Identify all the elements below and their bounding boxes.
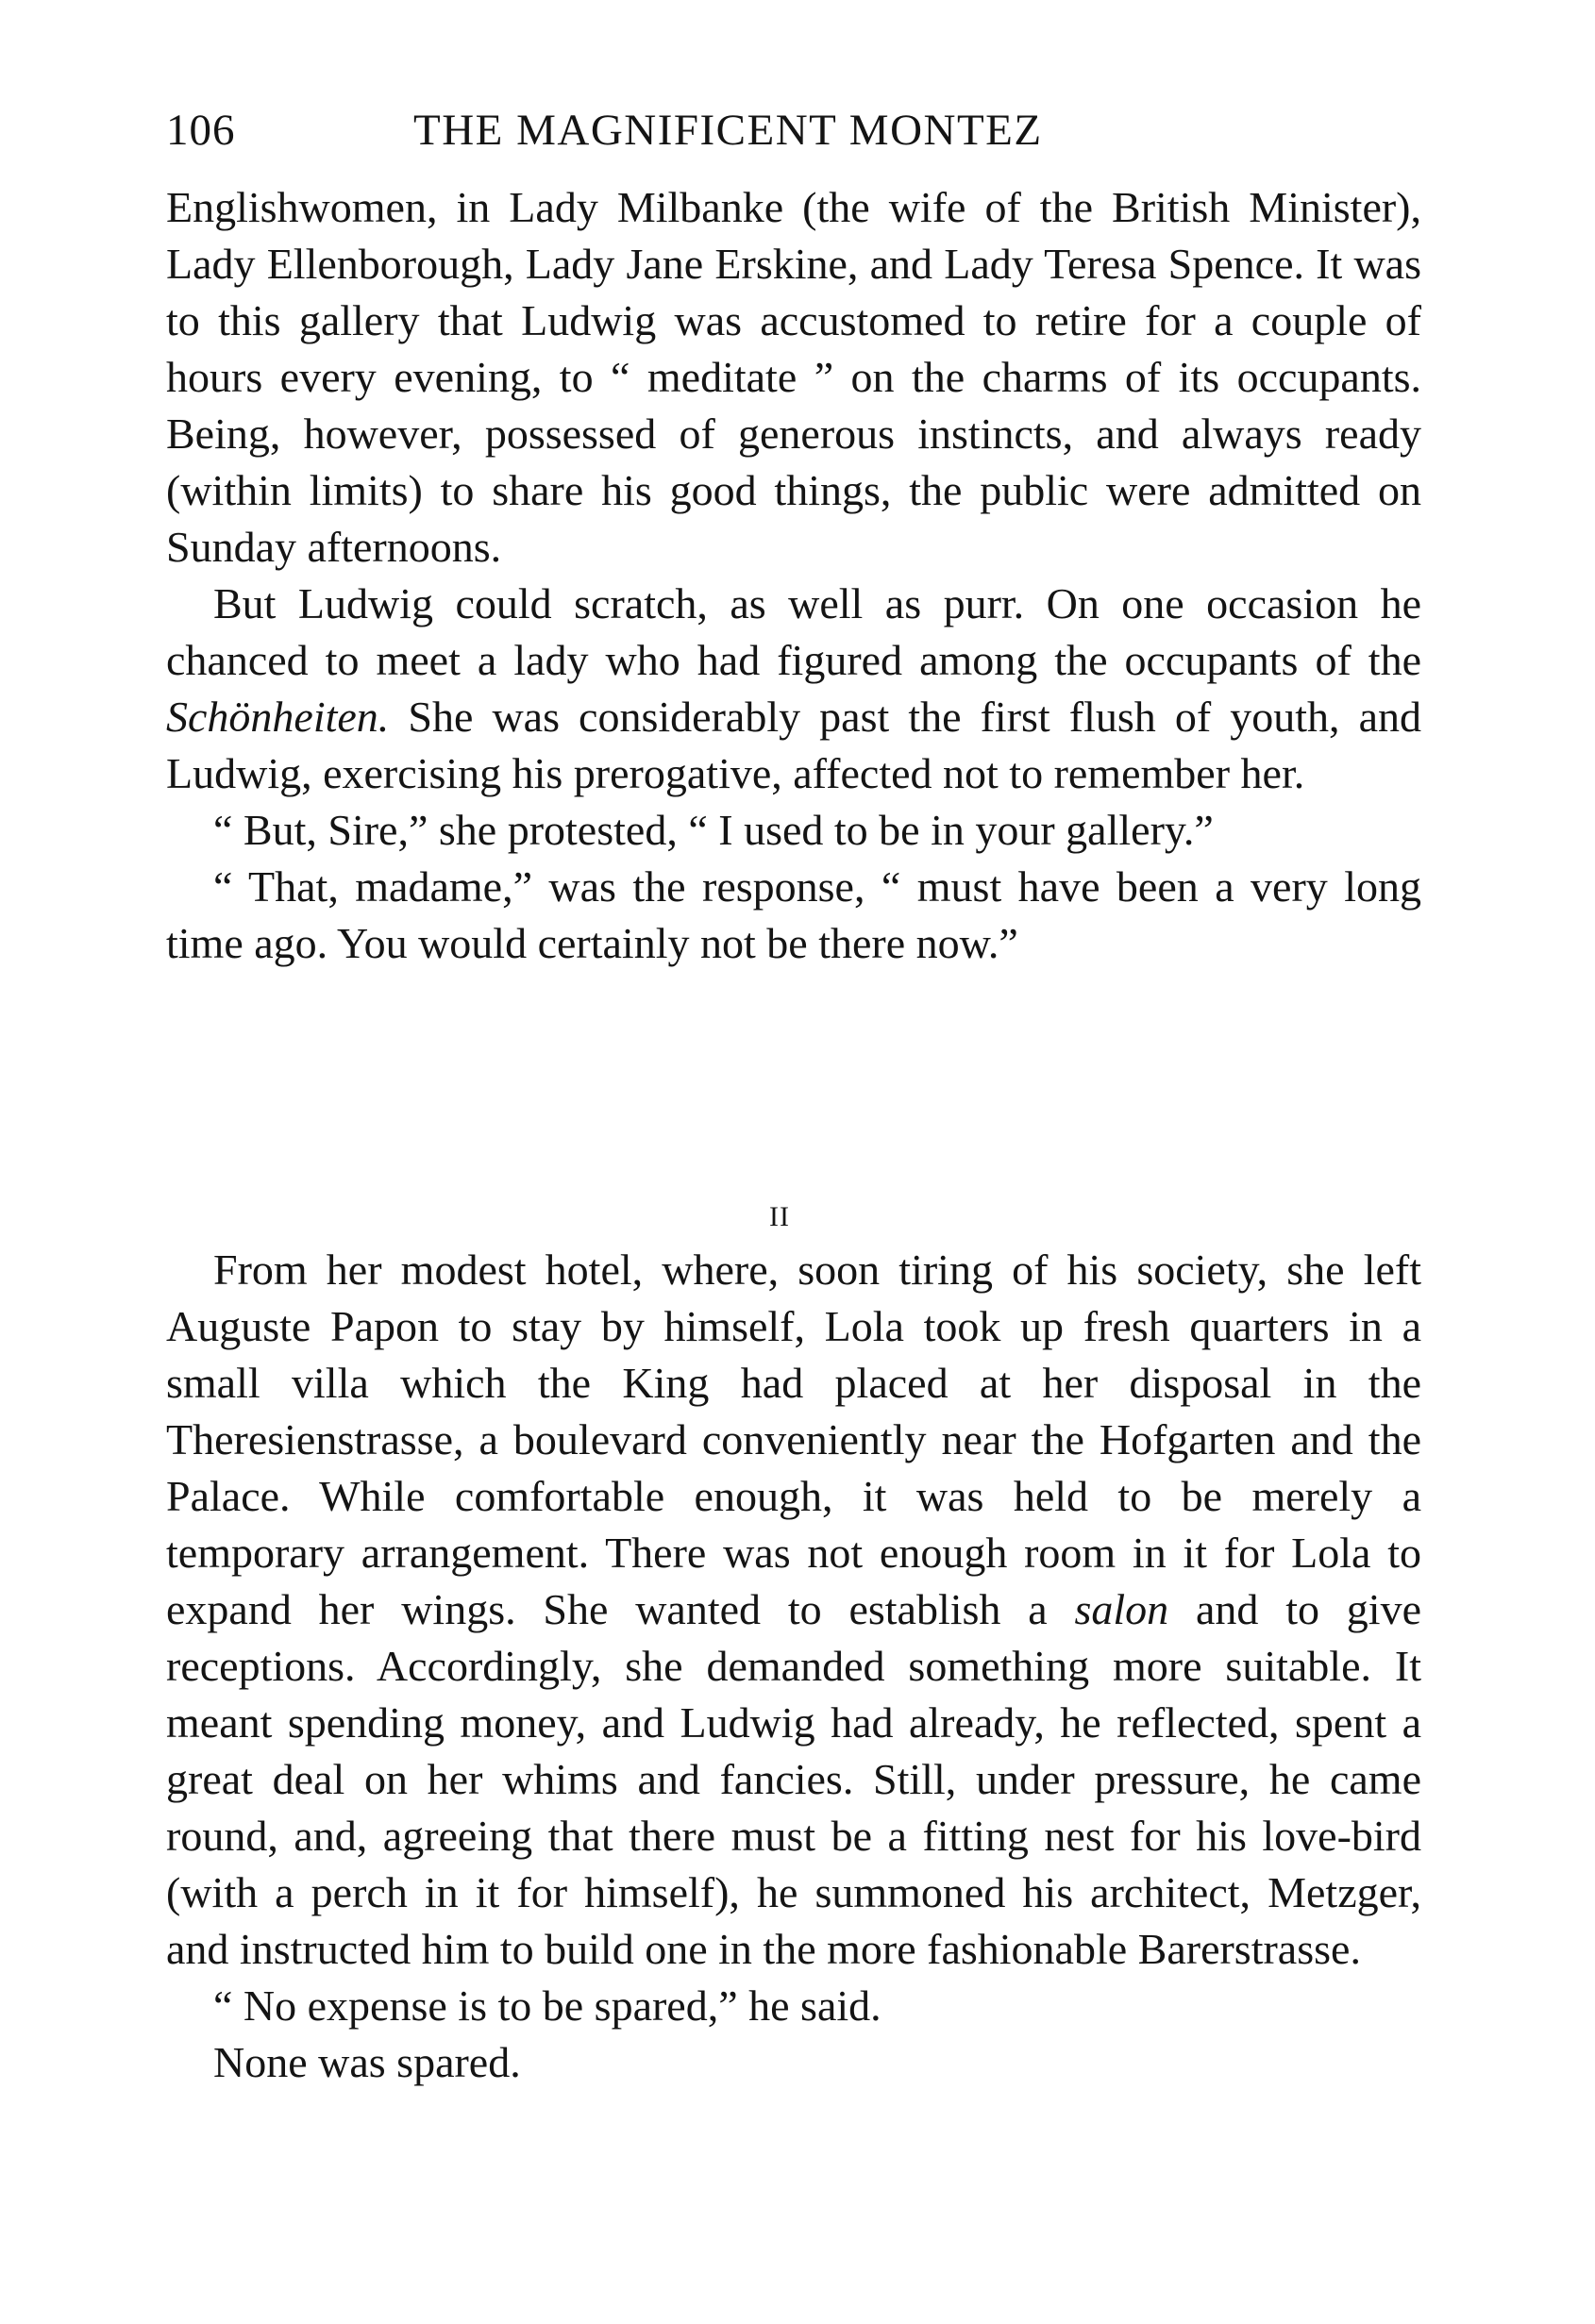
paragraph xyxy=(166,576,1421,802)
text-block-after-section xyxy=(166,1242,1421,2091)
italic-term: salon xyxy=(1074,1585,1169,1633)
section-number: II xyxy=(769,1201,790,1232)
italic-term: Schönheiten. xyxy=(166,693,390,741)
paragraph: “ That, madame,” was the response, “ must have been a very long time ago. You would certainly not be there now.” xyxy=(166,862,1421,967)
paragraph: None was spared. xyxy=(213,2038,521,2086)
paragraph: Englishwomen, in Lady Milbanke (the wife of the British Minister), Lady Ellenborough, Lady Jane Erskine, and Lady Teresa Spence. It was to this gallery that Ludwig was accustomed to retire for a couple of hours every evening, to “ meditate ” on the charms of its occupants. Being, however, possessed of generous instincts, and always ready (within limits) to share his good things, the public were admitted on Sunday afternoons. xyxy=(166,183,1421,571)
paragraph: “ No expense is to be spared,” he said. xyxy=(213,1981,881,2030)
paragraph xyxy=(166,1242,1421,1978)
paragraph-text: From her modest hotel, where, soon tiring of his society, she left Auguste Papon to stay by himself, Lola took up fresh quarters in a small villa which the King had placed at her disposal in the Theresienstrasse, a boulevard conveniently near the Hofgarten and the Palace. While comfortable enough, it was held to be merely a temporary arrangement. There was not enough room in it for Lola to expand her wings. She wanted to establish a xyxy=(166,1246,1421,1633)
running-head xyxy=(166,92,1421,168)
paragraph-text: and to give receptions. Accordingly, she demanded something more suitable. It meant spending money, and Ludwig had already, he reflected, spent a great deal on her whims and fancies. Still, under pressure, he came round, and, agreeing that there must be a fitting nest for his love-bird (with a perch in it for himself), he summoned his architect, Metzger, and instructed him to build one in the more fashionable Barerstrasse. xyxy=(166,1585,1421,1973)
text-block-before-section xyxy=(166,179,1421,972)
running-title: THE MAGNIFICENT MONTEZ xyxy=(413,106,1043,155)
paragraph-text: But Ludwig could scratch, as well as purr. On one occasion he chanced to meet a lady who had figured among the occupants of the xyxy=(166,579,1421,684)
paragraph: “ But, Sire,” she protested, “ I used to be in your gallery.” xyxy=(213,806,1214,854)
page-number: 106 xyxy=(166,106,236,155)
paragraph-text: She was considerably past the first flush of youth, and Ludwig, exercising his prerogative, affected not to remember her. xyxy=(166,693,1421,797)
